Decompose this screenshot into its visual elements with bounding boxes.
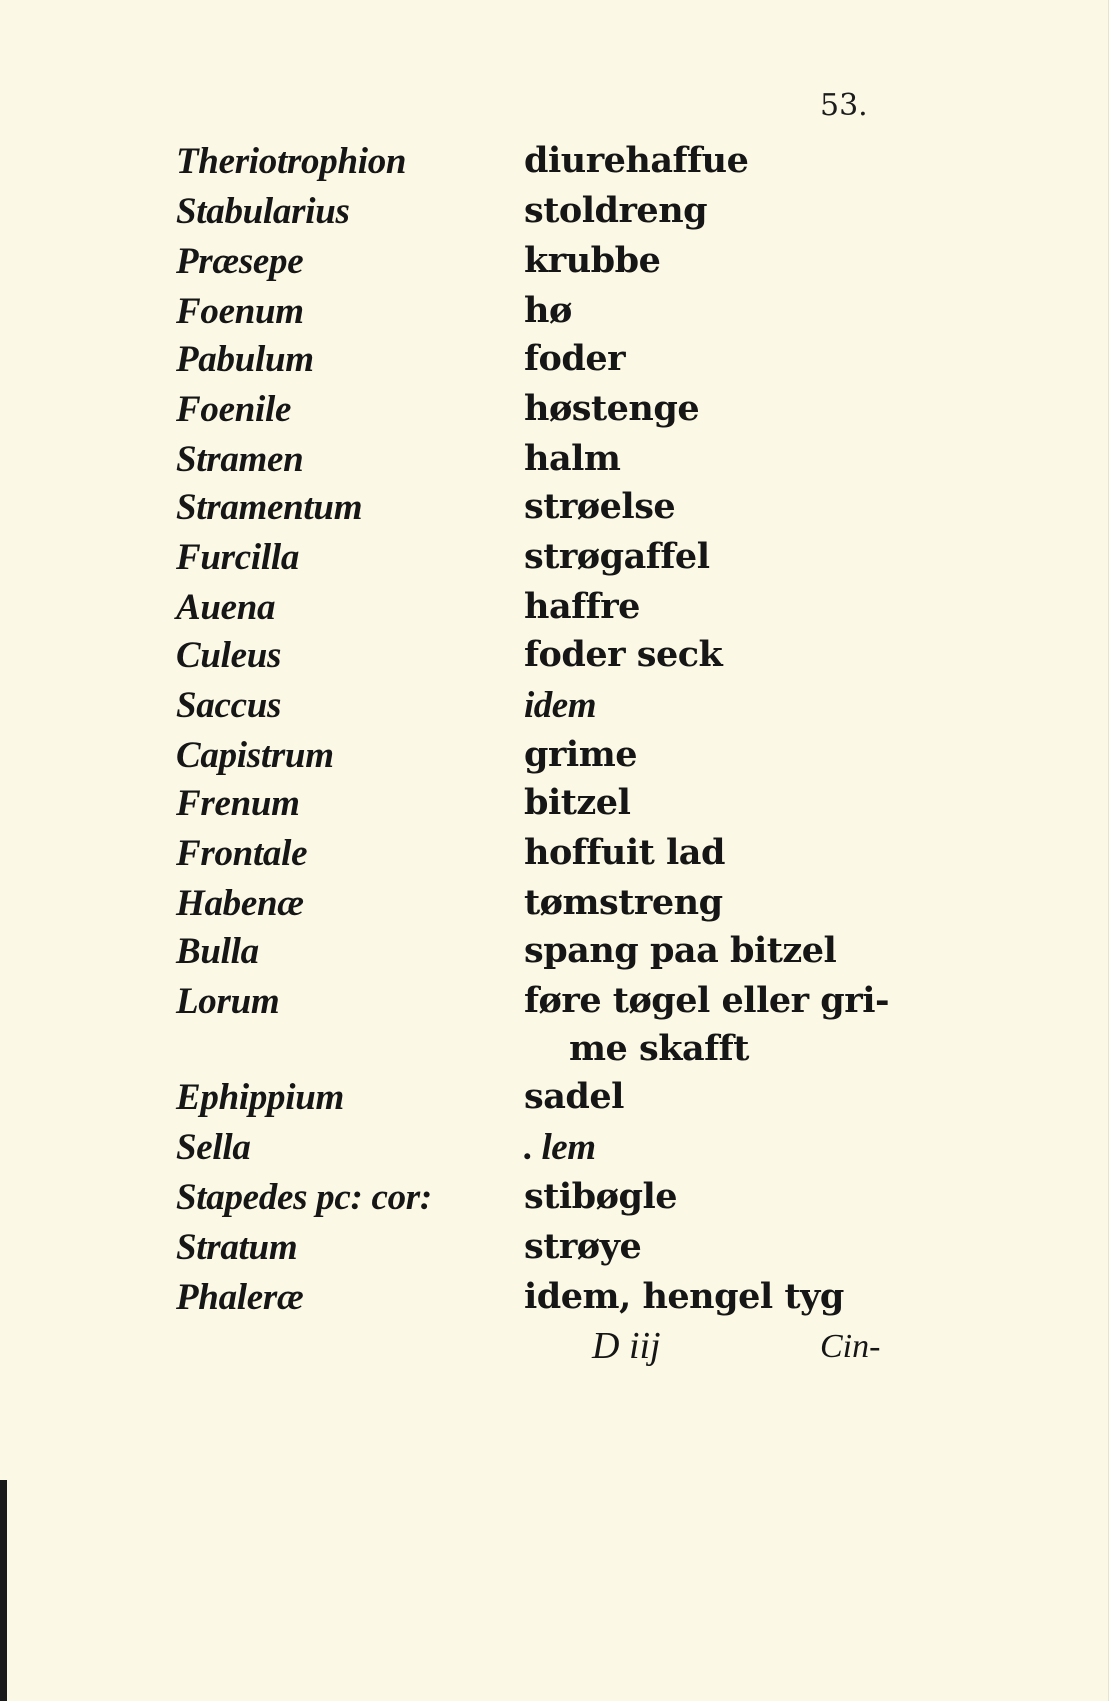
latin-term: Stapedes pc: cor:	[176, 1177, 432, 1218]
danish-term: strøelse	[524, 486, 676, 527]
scan-edge	[0, 1480, 7, 1701]
danish-term: halm	[524, 438, 621, 479]
danish-term: stibøgle	[524, 1176, 678, 1217]
danish-term: tømstreng	[524, 882, 723, 923]
latin-term: Phaleræ	[176, 1277, 304, 1318]
latin-term: Præsepe	[176, 241, 304, 282]
latin-term: Sella	[176, 1127, 251, 1168]
latin-term: Ephippium	[176, 1077, 344, 1118]
latin-term: Theriotrophion	[176, 141, 407, 182]
catchword: Cin-	[820, 1328, 881, 1365]
latin-term: Habenæ	[176, 883, 304, 924]
danish-term: krubbe	[524, 240, 661, 281]
latin-term: Foenile	[176, 389, 292, 430]
danish-term: strøgaffel	[524, 536, 710, 577]
latin-term: Frenum	[176, 783, 300, 824]
signature-mark: D iij	[592, 1325, 661, 1367]
latin-term: Capistrum	[176, 735, 334, 776]
danish-term: føre tøgel eller gri-	[524, 980, 890, 1021]
danish-term: . lem	[524, 1127, 596, 1168]
latin-term: Stramen	[176, 439, 304, 480]
page-number: 53.	[820, 88, 868, 123]
latin-term: Auena	[176, 587, 276, 628]
danish-term-continuation: me skafft	[569, 1028, 749, 1069]
danish-term: stoldreng	[524, 190, 708, 231]
latin-term: Foenum	[176, 291, 304, 332]
danish-term: grime	[524, 734, 638, 775]
danish-term: idem	[524, 685, 596, 726]
danish-term: bitzel	[524, 782, 631, 823]
latin-term: Saccus	[176, 685, 282, 726]
danish-term: strøye	[524, 1226, 642, 1267]
danish-term: høstenge	[524, 388, 700, 429]
danish-term: spang paa bitzel	[524, 930, 837, 971]
danish-term: haffre	[524, 586, 640, 627]
latin-term: Bulla	[176, 931, 259, 972]
danish-term: sadel	[524, 1076, 624, 1117]
danish-term: diurehaffue	[524, 140, 749, 181]
latin-term: Culeus	[176, 635, 282, 676]
latin-term: Stabularius	[176, 191, 350, 232]
latin-term: Frontale	[176, 833, 308, 874]
latin-term: Stramentum	[176, 487, 363, 528]
danish-term: foder	[524, 338, 626, 379]
danish-term: idem, hengel tyg	[524, 1276, 844, 1317]
danish-term: hø	[524, 290, 572, 331]
latin-term: Furcilla	[176, 537, 300, 578]
latin-term: Lorum	[176, 981, 280, 1022]
danish-term: hoffuit lad	[524, 832, 725, 873]
danish-term: foder seck	[524, 634, 723, 675]
latin-term: Stratum	[176, 1227, 298, 1268]
latin-term: Pabulum	[176, 339, 314, 380]
